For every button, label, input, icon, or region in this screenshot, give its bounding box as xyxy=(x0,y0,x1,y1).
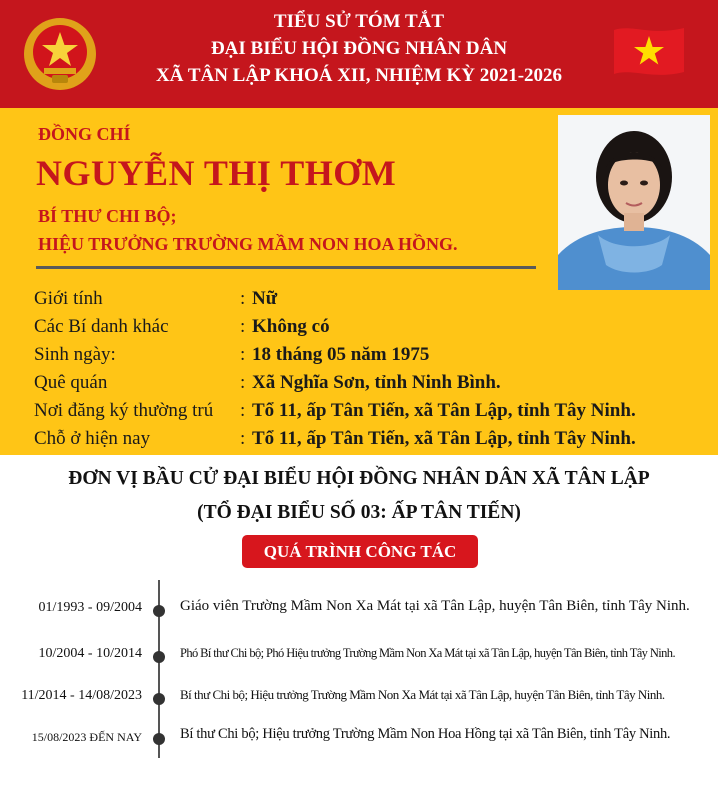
info-row-gender xyxy=(34,288,710,316)
info-separator: : xyxy=(240,400,246,421)
electoral-unit-subtitle: (TỔ ĐẠI BIỂU SỐ 03: ẤP TÂN TIẾN) xyxy=(197,502,521,523)
timeline-description: Bí thư Chi bộ; Hiệu trưởng Trường Mầm Non Hoa Hồng tại xã Tân Biên, tỉnh Tây Ninh. xyxy=(180,726,671,742)
timeline-item xyxy=(0,726,718,750)
divider-line xyxy=(36,266,536,269)
timeline-dot-icon xyxy=(153,733,165,745)
info-label: Nơi đăng ký thường trú xyxy=(34,400,214,421)
info-label: Giới tính xyxy=(34,288,103,309)
timeline-description: Phó Bí thư Chi bộ; Phó Hiệu trưởng Trường Mầm Non Xa Mát tại xã Tân Lập, huyện Tân Biên, tỉnh Tây Ninh. xyxy=(180,646,675,660)
info-value: Không có xyxy=(252,316,330,337)
delegate-name: NGUYỄN THỊ THƠM xyxy=(36,153,397,193)
info-label: Sinh ngày: xyxy=(34,344,116,365)
timeline-dot-icon xyxy=(153,651,165,663)
vietnam-flag-icon xyxy=(610,22,688,80)
info-row-aliases xyxy=(34,316,710,344)
info-separator: : xyxy=(240,372,246,393)
timeline-dot-icon xyxy=(153,693,165,705)
position-line-1: BÍ THƯ CHI BỘ; xyxy=(38,206,177,226)
info-label: Quê quán xyxy=(34,372,108,393)
electoral-unit-title: ĐƠN VỊ BẦU CỬ ĐẠI BIỂU HỘI ĐỒNG NHÂN DÂN XÃ TÂN LẬP xyxy=(68,468,650,489)
info-value: 18 tháng 05 năm 1975 xyxy=(252,344,430,365)
info-label: Các Bí danh khác xyxy=(34,316,169,337)
info-value: Tổ 11, ấp Tân Tiến, xã Tân Lập, tỉnh Tây Ninh. xyxy=(252,428,636,449)
info-row-hometown xyxy=(34,372,710,400)
header-line-1: TIỂU SỬ TÓM TẮT xyxy=(273,11,445,32)
info-row-permanent-residence xyxy=(34,400,710,428)
work-history-heading: QUÁ TRÌNH CÔNG TÁC xyxy=(242,535,478,568)
portrait-photo xyxy=(558,115,710,290)
timeline-description: Bí thư Chi bộ; Hiệu trưởng Trường Mầm Non Xa Mát tại xã Tân Lập, huyện Tân Biên, tỉnh Tây Ninh. xyxy=(180,687,665,702)
info-value: Xã Nghĩa Sơn, tỉnh Ninh Bình. xyxy=(252,372,501,393)
info-label: Chỗ ở hiện nay xyxy=(34,428,151,449)
timeline-description: Giáo viên Trường Mầm Non Xa Mát tại xã Tân Lập, huyện Tân Biên, tỉnh Tây Ninh. xyxy=(180,598,690,614)
timeline-period: 15/08/2023 ĐẾN NAY xyxy=(31,730,142,744)
info-separator: : xyxy=(240,344,246,365)
header-line-2: ĐẠI BIỂU HỘI ĐỒNG NHÂN DÂN xyxy=(210,38,508,59)
timeline-period: 11/2014 - 14/08/2023 xyxy=(21,688,142,703)
info-value: Nữ xyxy=(252,288,278,309)
info-separator: : xyxy=(240,316,246,337)
personal-info xyxy=(34,288,710,456)
position-line-2: HIỆU TRƯỞNG TRƯỜNG MẦM NON HOA HỒNG. xyxy=(38,234,458,254)
national-emblem-icon xyxy=(22,16,98,92)
timeline-dot-icon xyxy=(153,605,165,617)
timeline-item xyxy=(0,644,718,668)
honorific-label: ĐỒNG CHÍ xyxy=(38,124,131,144)
timeline-item xyxy=(0,686,718,710)
timeline-period: 01/1993 - 09/2004 xyxy=(38,600,142,615)
header-title xyxy=(110,8,608,89)
info-row-birthdate xyxy=(34,344,710,372)
info-row-current-residence xyxy=(34,428,710,456)
info-value: Tổ 11, ấp Tân Tiến, xã Tân Lập, tỉnh Tây Ninh. xyxy=(252,400,636,421)
timeline-period: 10/2004 - 10/2014 xyxy=(38,646,142,661)
info-separator: : xyxy=(240,428,246,449)
header-line-3: XÃ TÂN LẬP KHOÁ XII, NHIỆM KỲ 2021-2026 xyxy=(155,65,563,86)
timeline-item xyxy=(0,598,718,622)
info-separator: : xyxy=(240,288,246,309)
